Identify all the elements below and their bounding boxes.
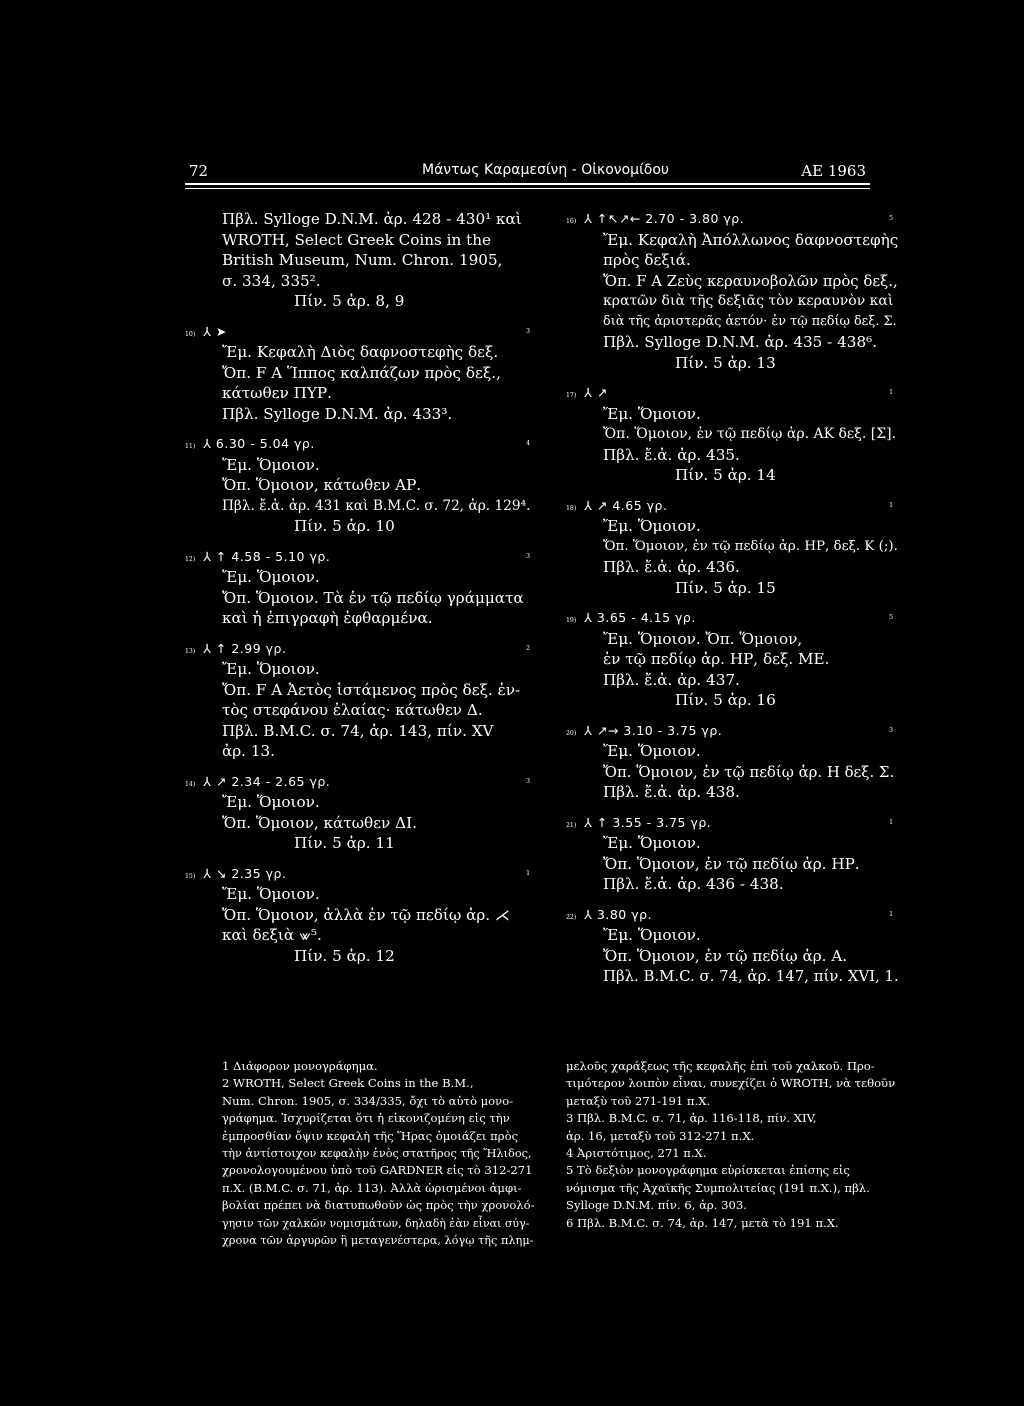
catalogue-entry <box>566 813 893 895</box>
entry-line: Ὄπ. Ὅμοιον, ἐν τῷ πεδίῳ ἀρ. ΗΡ, δεξ. Κ (;). <box>603 538 898 554</box>
entry-heading <box>566 813 893 834</box>
footnote-line: 5 Τὸ δεξιὸν μονογράφημα εὑρίσκεται ἐπίσης εἰς <box>566 1163 850 1178</box>
entry-gap <box>222 537 530 547</box>
footnote-line: μελοῦς χαράξεως τῆς κεφαλῆς ἐπὶ τοῦ χαλκοῦ. Προ- <box>566 1059 875 1073</box>
footnote-line: 4 Ἀριστότιμος, 271 π.Χ. <box>566 1146 707 1161</box>
entry-line: Πβλ. ἔ.ἀ. ἀρ. 436 - 438. <box>603 875 784 893</box>
entry-marks: ⅄ ↑ 2.99 γρ. <box>203 640 287 656</box>
intro-line: British Museum, Num. Chron. 1905, <box>222 251 503 269</box>
footnote-line: τιμότερον λοιπὸν εἶναι, συνεχίζει ὁ WROTH, νὰ τεθοῦν <box>566 1076 896 1091</box>
footnotes-right <box>566 1058 896 1232</box>
entry-heading <box>566 496 893 517</box>
entry-heading <box>566 608 893 629</box>
entry-gap <box>222 762 530 772</box>
page-number: 72 <box>189 162 209 180</box>
entry-gap <box>603 803 893 813</box>
catalogue-entry <box>185 772 530 854</box>
footnote-line: Num. Chron. 1905, σ. 334/335, ὄχι τὸ αὐτὸ μονο- <box>222 1093 514 1108</box>
entry-line: πρὸς δεξιά. <box>603 251 691 269</box>
catalogue-entry <box>566 383 897 486</box>
intro-line: WROTH, Select Greek Coins in the <box>222 230 491 249</box>
footnote-line: Sylloge D.N.M. πίν. 6, ἀρ. 303. <box>566 1198 747 1213</box>
journal-label: ΑΕ 1963 <box>801 162 866 180</box>
entry-line: Ἔμ. Ὅμοιον. <box>222 455 320 474</box>
entry-marks: ⅄ 6.30 - 5.04 γρ. <box>203 436 315 451</box>
footnote-line: νόμισμα τῆς Ἀχαϊκῆς Συμπολιτείας (191 π.Χ.), πβλ. <box>566 1180 870 1195</box>
catalogue-entry <box>566 496 898 599</box>
header-rule-thin <box>185 188 870 189</box>
entry-line: Πβλ. ἔ.ἀ. ἀρ. 437. <box>603 670 740 689</box>
catalogue-entry <box>185 639 530 762</box>
entry-line: Ὄπ. Ὅμοιον, ἐν τῷ πεδίῳ ἀρ. Η δεξ. Σ. <box>603 762 895 781</box>
footnote-line: χρονολογουμένου ὑπὸ τοῦ GARDNER εἰς τὸ 312-271 <box>222 1163 533 1178</box>
entry-line: Πίν. 5 ἀρ. 16 <box>675 691 776 709</box>
footnote-line: γράφημα. Ἰσχυρίζεται ὅτι ἡ εἰκονιζομένη εἰς τὴν <box>222 1111 510 1126</box>
entry-gap <box>222 312 530 322</box>
entry-line: Πίν. 5 ἀρ. 10 <box>294 517 395 535</box>
entry-line: κρατῶν διὰ τῆς δεξιᾶς τὸν κεραυνὸν καὶ <box>603 293 894 309</box>
entry-line: Ὄπ. Ὅμοιον, ἐν τῷ πεδίῳ ἀρ. ΑΚ δεξ. [Σ]. <box>603 426 897 442</box>
footnote-line: 2 WROTH, Select Greek Coins in the B.M., <box>222 1076 474 1091</box>
entry-line: Ὄπ. F A Ἀετὸς ἱστάμενος πρὸς δεξ. ἐν- <box>222 680 521 699</box>
footnote-line: ἀρ. 16, μεταξὺ τοῦ 312-271 π.Χ. <box>566 1128 755 1143</box>
entry-gap <box>603 598 893 608</box>
entry-line: Πβλ. ἔ.ἀ. ἀρ. 436. <box>603 558 740 576</box>
entry-heading <box>185 639 530 660</box>
footnote-line: τὴν ἀντίστοιχον κεφαλὴν ἑνὸς στατῆρος τῆς Ἤλιδος, <box>222 1147 532 1161</box>
entry-count: 4 <box>526 440 530 447</box>
entry-line: Ἔμ. Ὅμοιον. <box>603 517 701 535</box>
footnote-line: 6 Πβλ. B.M.C. σ. 74, ἀρ. 147, μετὰ τὸ 191 π.Χ. <box>566 1215 839 1230</box>
entry-number: 19) <box>566 617 577 624</box>
entry-line: Ὄπ. Ὅμοιον, κάτωθεν ΔΙ. <box>222 813 417 832</box>
entry-marks: ⅄ ↗ <box>584 385 608 400</box>
entry-line: Ἔμ. Ὅμοιον. <box>222 660 320 678</box>
entry-count: 3 <box>526 777 530 785</box>
catalogue-entry <box>185 864 530 967</box>
footnotes-left <box>222 1058 535 1249</box>
entry-line: Ὄπ. Ὅμοιον, ἐν τῷ πεδίῳ ἀρ. Α. <box>603 946 848 965</box>
catalogue-entry <box>566 905 899 987</box>
entry-number: 12) <box>185 555 196 563</box>
entry-line: Ἔμ. Ὅμοιον. <box>603 926 701 944</box>
entry-number: 10) <box>185 330 196 338</box>
entry-count: 3 <box>889 726 893 734</box>
entry-marks: ⅄ 3.65 - 4.15 γρ. <box>584 610 696 625</box>
intro-line: Πβλ. Sylloge D.N.M. ἀρ. 428 - 430¹ καὶ <box>222 210 522 228</box>
entry-number: 13) <box>185 647 196 655</box>
entry-marks: ⅄ ↑↖↗← 2.70 - 3.80 γρ. <box>584 211 745 226</box>
entry-marks: ⅄ ↗ 4.65 γρ. <box>584 497 668 513</box>
entry-gap <box>603 711 893 721</box>
entry-gap <box>222 854 530 864</box>
entry-line: ἐν τῷ πεδίῳ ἀρ. ΗΡ, δεξ. ΜΕ. <box>603 650 830 668</box>
footnote-line: χρονα τῶν ἀργυρῶν ἢ μεταγενέστερα, λόγῳ τῆς πλημ- <box>222 1234 534 1248</box>
entry-line: Πίν. 5 ἀρ. 11 <box>294 834 395 852</box>
entry-line: Ὄπ. F A Ζεὺς κεραυνοβολῶν πρὸς δεξ., <box>603 271 898 290</box>
entry-line: Ἔμ. Ὅμοιον. <box>222 885 320 903</box>
entry-line: κάτωθεν ΠΥΡ. <box>222 384 332 402</box>
entry-marks: ⅄ ↗→ 3.10 - 3.75 γρ. <box>584 722 723 738</box>
entry-count: 5 <box>889 215 893 222</box>
entry-gap <box>222 629 530 639</box>
entry-line: Πίν. 5 ἀρ. 15 <box>675 578 776 597</box>
entry-count: 1 <box>889 389 893 396</box>
entry-line: Πβλ. Sylloge D.N.M. ἀρ. 435 - 438⁶. <box>603 333 878 351</box>
intro-line: σ. 334, 335². <box>222 271 321 290</box>
entry-gap <box>603 486 893 496</box>
entry-line: καὶ δεξιὰ ⩖⁵. <box>222 926 322 944</box>
catalogue-entry <box>566 209 899 373</box>
entry-number: 21) <box>566 821 577 829</box>
entry-count: 1 <box>889 501 893 509</box>
entry-line: Πίν. 5 ἀρ. 14 <box>675 466 776 484</box>
entry-line: Ὄπ. Ὅμοιον, ἀλλὰ ἐν τῷ πεδίῳ ἀρ. ⋌ <box>222 905 511 924</box>
entry-line: Πβλ. ἔ.ἀ. ἀρ. 431 καὶ B.M.C. σ. 72, ἀρ. 129⁴. <box>222 497 531 514</box>
intro-line: Πίν. 5 ἀρ. 8, 9 <box>294 292 405 310</box>
entry-count: 1 <box>526 869 530 877</box>
entry-heading <box>566 209 893 230</box>
footnote-line: ἐμπροσθίαν ὄψιν κεφαλὴ τῆς Ἥρας ὁμοιάζει πρὸς <box>222 1128 519 1143</box>
entry-line: Πίν. 5 ἀρ. 13 <box>675 353 776 372</box>
catalogue-entry <box>566 721 895 803</box>
entry-gap <box>603 895 893 905</box>
entry-line: Πβλ. ἔ.ἀ. ἀρ. 438. <box>603 783 740 801</box>
entry-marks: ⅄ ↘ 2.35 γρ. <box>203 865 287 881</box>
entry-line: ἀρ. 13. <box>222 742 275 760</box>
entry-marks: ⅄ ➤ <box>203 323 227 339</box>
footnote-line: γησιν τῶν χαλκῶν νομισμάτων, δηλαδὴ ἐὰν εἶναι σύγ- <box>222 1216 530 1230</box>
entry-line: καὶ ἡ ἐπιγραφὴ ἐφθαρμένα. <box>222 609 433 627</box>
entry-heading <box>185 864 530 885</box>
entry-heading <box>185 322 530 343</box>
footnote-line: μεταξὺ τοῦ 271-191 π.Χ. <box>566 1093 711 1108</box>
entry-line: Ἔμ. Ὅμοιον. <box>603 404 701 423</box>
entry-marks: ⅄ ↑ 4.58 - 5.10 γρ. <box>203 548 331 564</box>
entry-line: Πβλ. ἔ.ἀ. ἀρ. 435. <box>603 445 740 464</box>
entry-count: 1 <box>889 818 893 826</box>
entry-gap <box>603 373 893 383</box>
footnote-line: 3 Πβλ. B.M.C. σ. 71, ἀρ. 116-118, πίν. XIV, <box>566 1111 817 1126</box>
right-column <box>566 209 899 987</box>
catalogue-entry <box>185 434 531 537</box>
entry-number: 17) <box>566 392 577 399</box>
entry-heading <box>185 547 530 568</box>
footnote-line: βολίαι πρέπει νὰ διατυπωθοῦν ὡς πρὸς τὴν χρονολό- <box>222 1198 535 1213</box>
entry-line: Ὄπ. Ὅμοιον, ἐν τῷ πεδίῳ ἀρ. ΗΡ. <box>603 854 860 873</box>
entry-line: Ἔμ. Ὅμοιον. <box>603 834 701 852</box>
entry-number: 14) <box>185 780 196 788</box>
entry-line: Ἔμ. Ὅμοιον. <box>222 568 320 586</box>
running-title: Μάντως Καραμεσίνη - Οἰκονομίδου <box>422 162 670 178</box>
entry-heading <box>566 383 893 404</box>
entry-line: Ἔμ. Κεφαλὴ Ἀπόλλωνος δαφνοστεφὴς <box>603 230 899 249</box>
catalogue-entry <box>185 322 530 425</box>
left-column <box>185 209 531 966</box>
entry-line: τὸς στεφάνου ἐλαίας· κάτωθεν Δ. <box>222 701 483 719</box>
catalogue-entry <box>566 608 893 711</box>
entry-number: 15) <box>185 872 196 880</box>
entry-line: Ἔμ. Ὅμοιον. <box>603 742 701 760</box>
entry-marks: ⅄ ↗ 2.34 - 2.65 γρ. <box>203 773 331 789</box>
entry-count: 3 <box>526 552 530 560</box>
entry-gap <box>222 424 530 434</box>
entry-line: Πβλ. B.M.C. σ. 74, ἀρ. 143, πίν. XV <box>222 721 494 740</box>
entry-number: 16) <box>566 218 577 225</box>
entry-heading <box>185 772 530 793</box>
entry-line: Ὄπ. Ὅμοιον, κάτωθεν ΑΡ. <box>222 476 422 494</box>
catalogue-entry <box>185 547 530 629</box>
entry-heading <box>566 905 893 926</box>
entry-marks: ⅄ 3.80 γρ. <box>584 906 653 922</box>
entry-count: 3 <box>526 327 530 335</box>
footnote-line: π.Χ. (B.M.C. σ. 71, ἀρ. 113). Ἀλλὰ ὡρισμένοι ἀμφι- <box>222 1180 522 1195</box>
entry-heading <box>566 721 893 742</box>
entry-line: Πβλ. Sylloge D.N.M. ἀρ. 433³. <box>222 404 453 423</box>
footnote-line: 1 Διάφορον μονογράφημα. <box>222 1059 378 1073</box>
entry-count: 1 <box>889 910 893 918</box>
entry-line: διὰ τῆς ἀριστερᾶς ἀετόν· ἐν τῷ πεδίῳ δεξ. Σ. <box>603 313 897 329</box>
entry-line: Πίν. 5 ἀρ. 12 <box>294 946 395 965</box>
entry-number: 18) <box>566 504 577 512</box>
entry-count: 2 <box>526 644 530 652</box>
entry-marks: ⅄ ↑ 3.55 - 3.75 γρ. <box>584 814 712 830</box>
entry-number: 22) <box>566 913 577 921</box>
entry-number: 20) <box>566 729 577 737</box>
entry-line: Ὄπ. F A Ἵππος καλπάζων πρὸς δεξ., <box>222 363 501 382</box>
entry-line: Ἔμ. Κεφαλὴ Διὸς δαφνοστεφὴς δεξ. <box>222 343 499 361</box>
entry-number: 11) <box>185 443 196 450</box>
entry-line: Πβλ. B.M.C. σ. 74, ἀρ. 147, πίν. XVI, 1. <box>603 967 899 985</box>
entry-line: Ἔμ. Ὅμοιον. <box>222 793 320 811</box>
entry-line: Ὄπ. Ὅμοιον. Τὰ ἐν τῷ πεδίῳ γράμματα <box>222 588 524 607</box>
entry-count: 5 <box>889 614 893 621</box>
header-rule <box>185 183 870 185</box>
entry-heading <box>185 434 530 455</box>
entry-line: Ἔμ. Ὅμοιον. Ὄπ. Ὅμοιον, <box>603 629 803 648</box>
